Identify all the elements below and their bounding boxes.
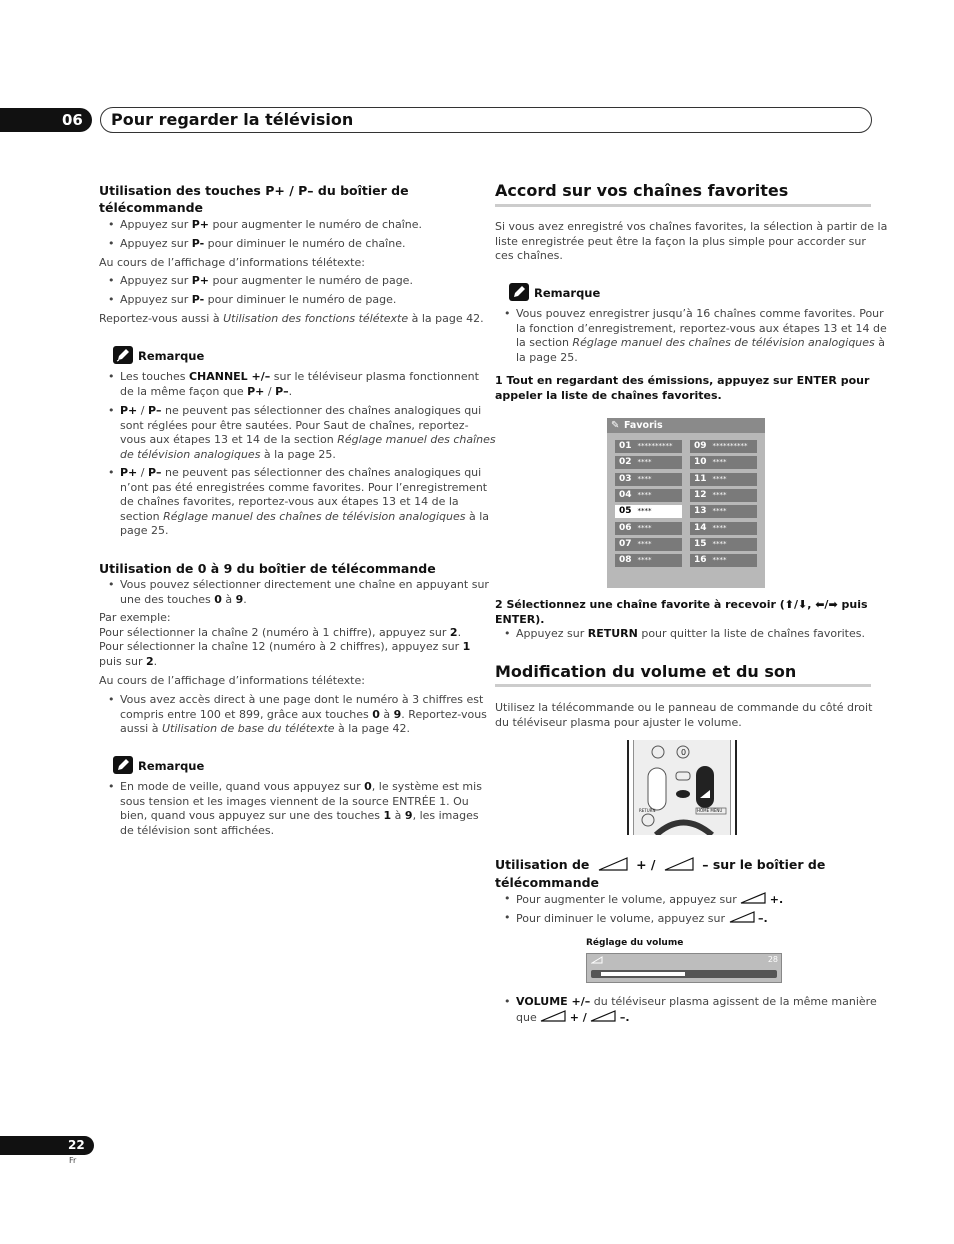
favorite-channel-item[interactable]: 06 ****	[615, 522, 682, 535]
list-item: • Vous pouvez sélectionner directement une chaîne en appuyant sur une des touches 0 à 9.	[120, 578, 489, 607]
favorite-channel-item[interactable]: 09 **********	[690, 440, 757, 453]
favorite-channel-item[interactable]: 13 ****	[690, 505, 757, 518]
remote-control-illustration	[626, 740, 738, 835]
volume-value: 28	[767, 955, 778, 964]
list-item: • Appuyez sur P+ pour augmenter le numéro de chaîne.	[120, 218, 422, 233]
step-1: 1 Tout en regardant des émissions, appuyez sur ENTER pour appeler la liste de chaînes favorites.	[495, 374, 870, 402]
list-item: • Pour diminuer le volume, appuyez sur –.	[516, 911, 768, 927]
list-item: • Vous pouvez enregistrer jusqu’à 16 chaînes comme favorites. Pour la fonction d’enregistrement, reportez-vous aux étapes 13 et 14 de la section Réglage manuel des chaînes de télévision analogiques à la page 25.	[516, 307, 887, 365]
paragraph: Au cours de l’affichage d’informations télétexte:	[99, 674, 365, 687]
volume-triangle-icon	[740, 892, 766, 904]
volume-osd-title: Réglage du volume	[586, 938, 684, 948]
heading-volume: Modification du volume et du son	[495, 662, 797, 681]
list-item: • En mode de veille, quand vous appuyez sur 0, le système est mis sous tension et les images viennent de la source ENTRÉE 1. Ou bien, quand vous appuyez sur une des touches 1 à 9, les images de télévision sont affichées.	[120, 780, 482, 838]
section-rule	[495, 204, 871, 207]
favorite-channel-item[interactable]: 14 ****	[690, 522, 757, 535]
heading-volume-keys-line2: télécommande	[495, 875, 600, 890]
return-label: RETURN	[639, 808, 656, 813]
note-pencil-icon	[113, 346, 133, 364]
volume-triangle-icon	[591, 956, 603, 964]
favorite-channel-item[interactable]: 08 ****	[615, 554, 682, 567]
volume-triangle-icon	[590, 1010, 616, 1022]
chapter-title: Pour regarder la télévision	[111, 110, 354, 129]
volume-triangle-icon	[729, 911, 755, 923]
volume-bar-fill	[601, 972, 685, 976]
section-rule	[495, 684, 871, 687]
paragraph: Utilisez la télécommande ou le panneau de commande du côté droit du téléviseur plasma pour ajuster le volume.	[495, 701, 873, 729]
favorite-channel-item[interactable]: 16 ****	[690, 554, 757, 567]
step-2: 2 Sélectionnez une chaîne favorite à recevoir (⬆/⬇, ⬅/➡ puis ENTER).	[495, 598, 868, 626]
list-item: • Appuyez sur P+ pour augmenter le numéro de page.	[120, 274, 413, 289]
paragraph: Reportez-vous aussi à Utilisation des fonctions télétexte à la page 42.	[99, 312, 484, 325]
heading-0-9-keys: Utilisation de 0 à 9 du boîtier de télécommande	[99, 561, 436, 576]
favorite-channel-item[interactable]: 11 ****	[690, 473, 757, 486]
note-label: Remarque	[138, 349, 205, 363]
list-item: • Appuyez sur P- pour diminuer le numéro de chaîne.	[120, 237, 405, 252]
digit-zero-label: 0	[681, 748, 687, 757]
heading-pp-keys: Utilisation des touches P+ / P– du boîtier de télécommande	[99, 183, 409, 215]
language-code: Fr	[69, 1156, 77, 1165]
paragraph: Par exemple: Pour sélectionner la chaîne 2 (numéro à 1 chiffre), appuyez sur 2. Pour sélectionner la chaîne 12 (numéro à 2 chiffres), appuyez sur 1 puis sur 2.	[99, 611, 471, 668]
list-item: • Appuyez sur RETURN pour quitter la liste de chaînes favorites.	[516, 627, 865, 642]
volume-triangle-icon	[598, 857, 628, 871]
volume-bar-track	[591, 970, 777, 978]
heading-favorites: Accord sur vos chaînes favorites	[495, 181, 789, 200]
pencil-icon: ✎	[611, 420, 620, 431]
volume-triangle-icon	[664, 857, 694, 871]
favorite-channel-item[interactable]: 01 **********	[615, 440, 682, 453]
list-item: • P+ / P– ne peuvent pas sélectionner des chaînes analogiques qui sont réglées pour être sautées. Pour Saut de chaînes, reportez- vous aux étapes 13 et 14 de la section Réglage manuel des chaînes de télévision analogiques à la page 25.	[120, 404, 496, 462]
volume-triangle-icon	[540, 1010, 566, 1022]
paragraph: Au cours de l’affichage d’informations télétexte:	[99, 256, 365, 269]
list-item: • Les touches CHANNEL +/– sur le téléviseur plasma fonctionnent de la même façon que P+ / P–.	[120, 370, 479, 399]
favorite-channel-item[interactable]: 02 ****	[615, 456, 682, 469]
note-label: Remarque	[534, 286, 601, 300]
note-pencil-icon	[509, 283, 529, 301]
chapter-number: 06	[0, 108, 92, 132]
favorite-channel-item[interactable]: 12 ****	[690, 489, 757, 502]
page-number: 22	[0, 1136, 94, 1155]
home-menu-label: HOME MENU	[697, 808, 723, 813]
heading-volume-keys: Utilisation de + / – sur le boîtier de	[495, 857, 826, 872]
favorite-channel-item[interactable]: 03 ****	[615, 473, 682, 486]
favorite-channel-item[interactable]: 07 ****	[615, 538, 682, 551]
list-item: • Appuyez sur P- pour diminuer le numéro de page.	[120, 293, 396, 308]
list-item: • Pour augmenter le volume, appuyez sur +.	[516, 892, 783, 908]
note-label: Remarque	[138, 759, 205, 773]
favorite-channel-item[interactable]: 10 ****	[690, 456, 757, 469]
favorites-header: Favoris	[607, 418, 765, 433]
list-item: • P+ / P– ne peuvent pas sélectionner des chaînes analogiques qui n’ont pas été enregistrées comme favorites. Pour l’enregistrement de chaînes favorites, reportez-vous aux étapes 13 et 14 de la section Réglage manuel des chaînes de télévision analogiques à la page 25.	[120, 466, 489, 539]
paragraph: Si vous avez enregistré vos chaînes favorites, la sélection à partir de la liste enregistrée peut être la façon la plus simple pour accorder sur ces chaînes.	[495, 220, 888, 263]
list-item: • Vous avez accès direct à une page dont le numéro à 3 chiffres est compris entre 100 et 899, grâce aux touches 0 à 9. Reportez-vous aussi à Utilisation de base du télétexte à la page 42.	[120, 693, 487, 737]
favorite-channel-item[interactable]: 05 ****	[615, 505, 682, 518]
volume-osd	[586, 953, 782, 983]
note-pencil-icon	[113, 756, 133, 774]
list-item: • VOLUME +/– du téléviseur plasma agissent de la même manière que + / –.	[516, 995, 877, 1025]
favorite-channel-item[interactable]: 15 ****	[690, 538, 757, 551]
favorite-channel-item[interactable]: 04 ****	[615, 489, 682, 502]
